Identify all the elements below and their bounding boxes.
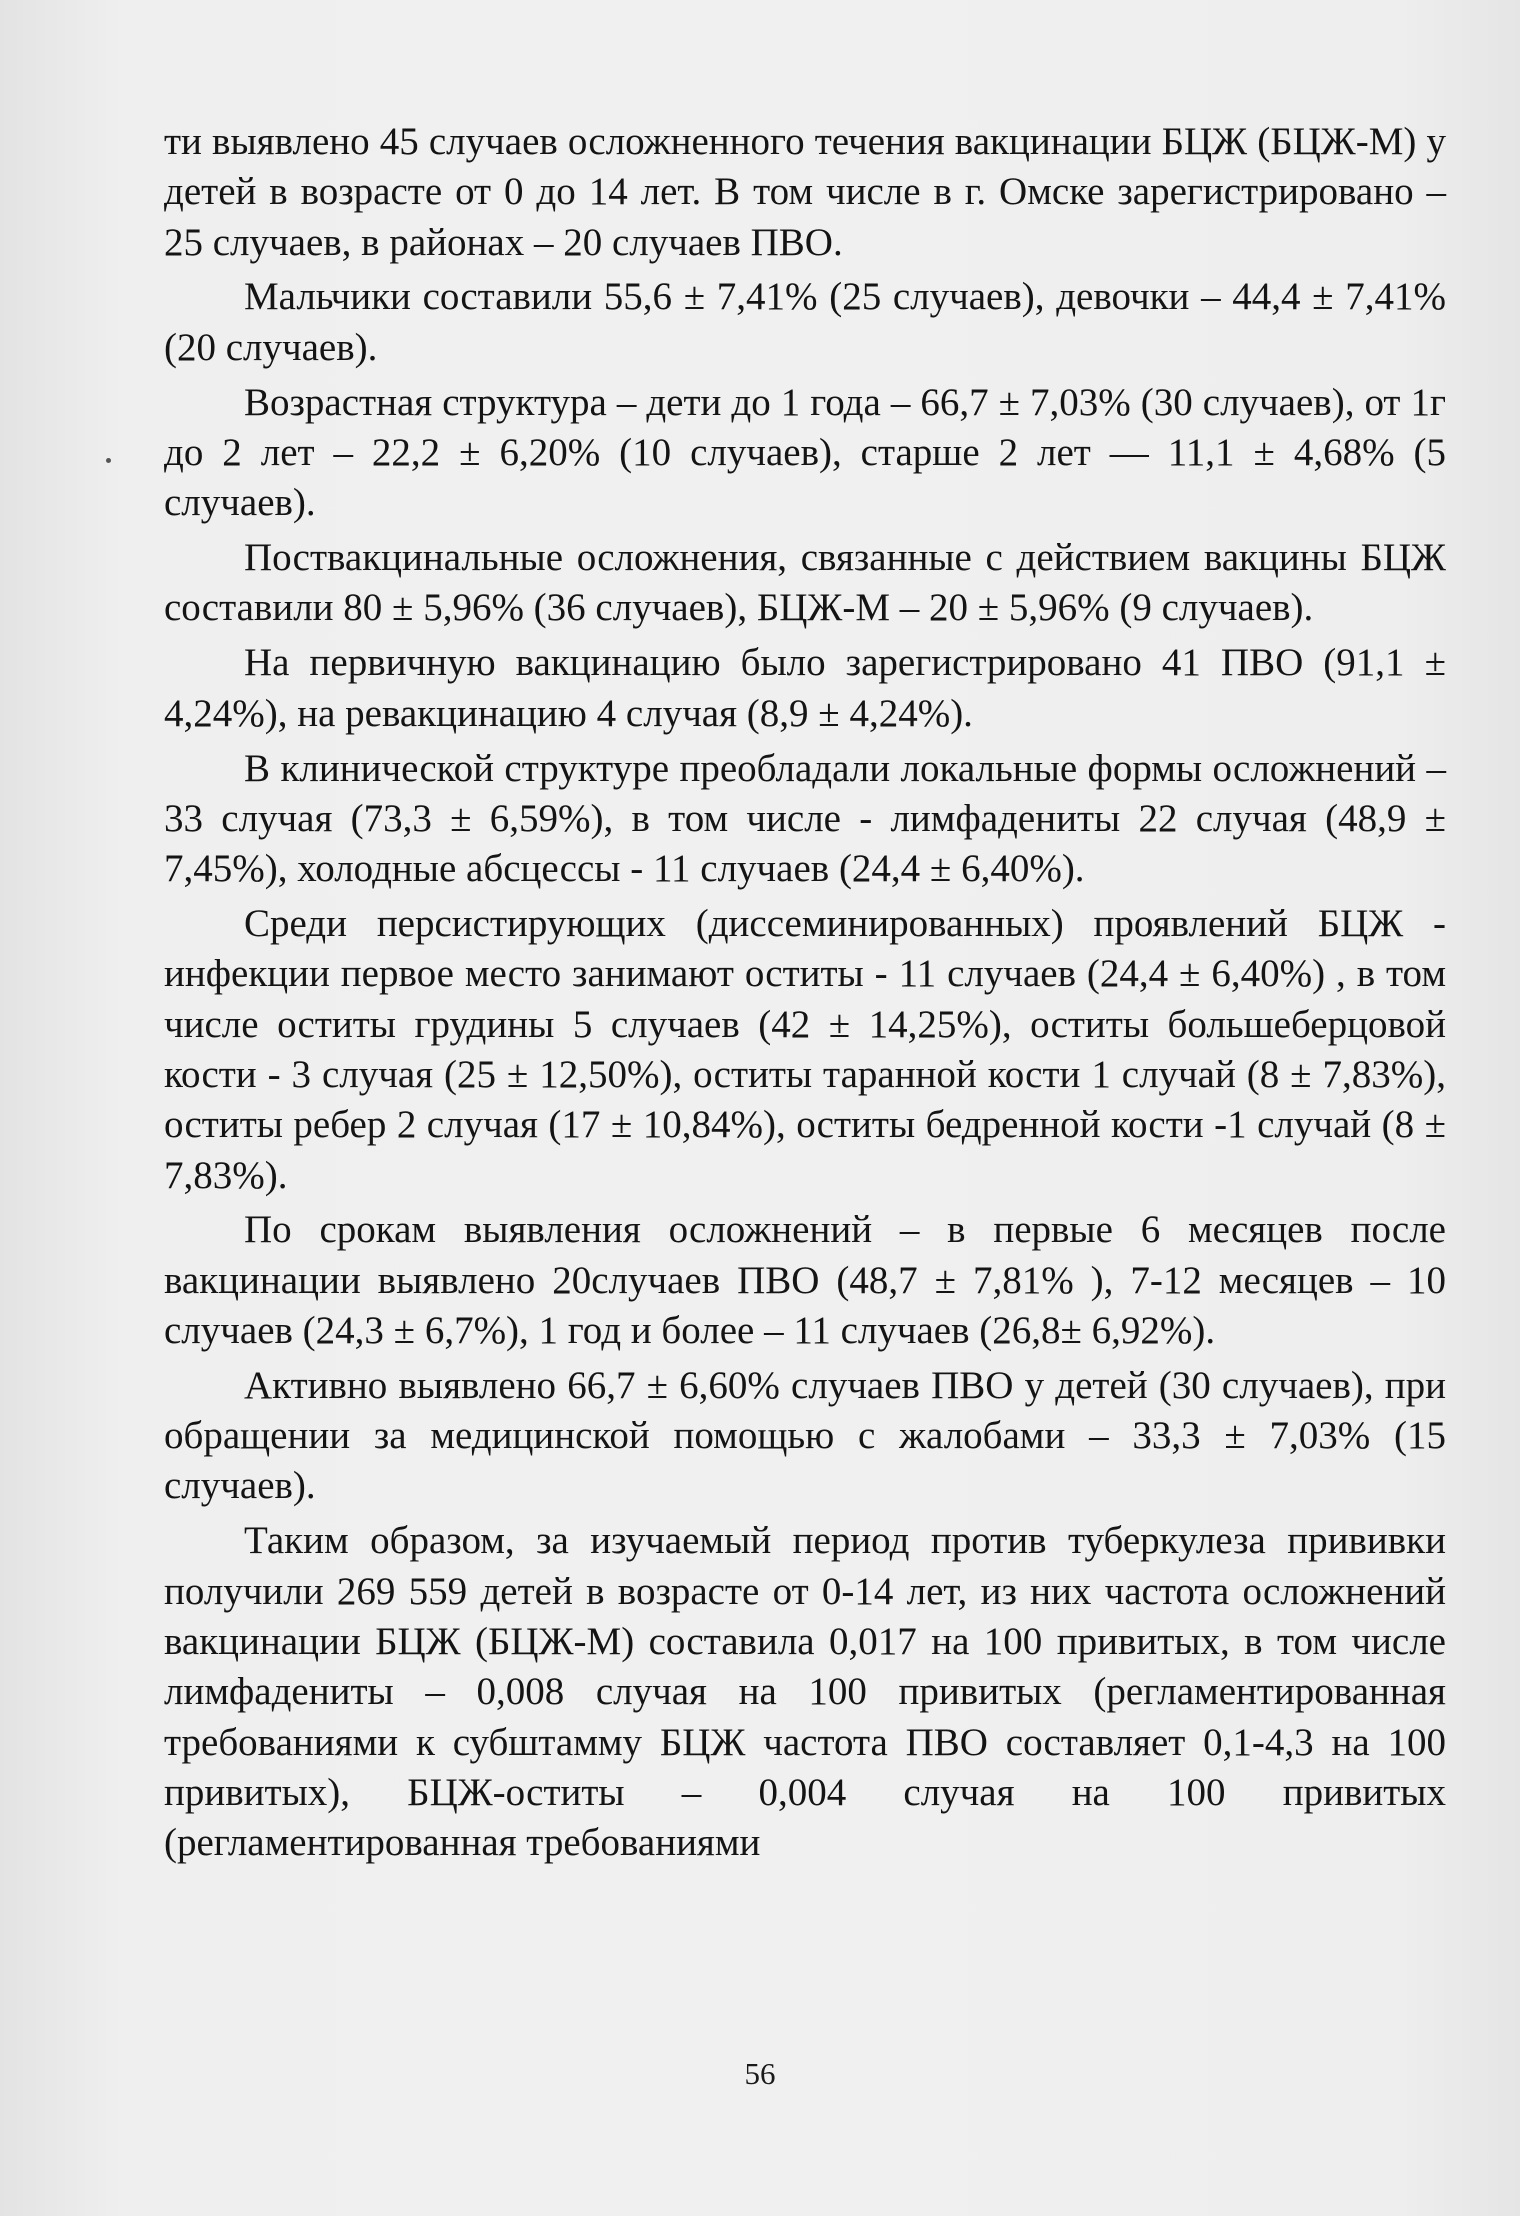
paragraph-detection-timing: По срокам выявления осложнений – в первые 6 месяцев после вакцинации выявлено 20случаев ПВО (48,7 ± 7,81% ), 7-12 месяцев – 10 случаев (24,3 ± 6,7%), 1 год и более – 11 случаев (26,8± 6,92%). — [164, 1208, 1446, 1352]
paragraph-age-structure: Возрастная структура – дети до 1 года – 66,7 ± 7,03% (30 случаев), от 1г до 2 лет – 22,2 ± 6,20% (10 случаев), старше 2 лет — 11,1 ± 4,68% (5 случаев). — [164, 380, 1446, 525]
page-number: 56 — [744, 2056, 776, 2091]
paragraph-gender: Мальчики составили 55,6 ± 7,41% (25 случаев), девочки – 44,4 ± 7,41% (20 случаев). — [164, 275, 1446, 369]
paragraph-clinical-structure: В клинической структуре преобладали локальные формы осложнений – 33 случая (73,3 ± 6,59%), в том числе - лимфадениты 22 случая (48,9 ± 7,45%), холодные абсцессы - 11 случаев (24,4 ± 6,40%). — [164, 746, 1446, 891]
paragraph-primary-vaccination: На первичную вакцинацию было зарегистрировано 41 ПВО (91,1 ± 4,24%), на ревакцинацию 4 случая (8,9 ± 4,24%). — [164, 641, 1446, 735]
paragraph-disseminated: Среди персистирующих (диссеминированных) проявлений БЦЖ - инфекции первое место занимают оститы - 11 случаев (24,4 ± 6,40%) , в том числе оститы грудины 5 случаев (42 ± 14,25%), оститы большеберцовой кости - 3 случая (25 ± 12,50%), оститы таранной кости 1 случай (8 ± 7,83%), оститы ребер 2 случая (17 ± 10,84%), оститы бедренной кости -1 случай (8 ± 7,83%). — [164, 902, 1446, 1197]
paragraph-continuation: ти выявлено 45 случаев осложненного течения вакцинации БЦЖ (БЦЖ-М) у детей в возрасте от 0 до 14 лет. В том числе в г. Омске зарегистрировано – 25 случаев, в районах – 20 случаев ПВО. — [164, 120, 1446, 264]
paragraph-vaccine-type: Поствакцинальные осложнения, связанные с действием вакцины БЦЖ составили 80 ± 5,96% (36 случаев), БЦЖ-М – 20 ± 5,96% (9 случаев). — [164, 536, 1446, 630]
paragraph-active-detection: Активно выявлено 66,7 ± 6,60% случаев ПВО у детей (30 случаев), при обращении за медицинской помощью с жалобами – 33,3 ± 7,03% (15 случаев). — [164, 1363, 1446, 1508]
scan-speck — [106, 458, 111, 463]
body-text — [164, 117, 1446, 1873]
paragraph-conclusion: Таким образом, за изучаемый период против туберкулеза прививки получили 269 559 детей в возрасте от 0-14 лет, из них частота осложнений вакцинации БЦЖ (БЦЖ-М) составила 0,017 на 100 привитых, в том числе лимфадениты – 0,008 случая на 100 привитых (регламентированная требованиями к субштамму БЦЖ частота ПВО составляет 0,1-4,3 на 100 привитых), БЦЖ-оститы – 0,004 случая на 100 привитых (регламентированная требованиями — [164, 1519, 1446, 1865]
